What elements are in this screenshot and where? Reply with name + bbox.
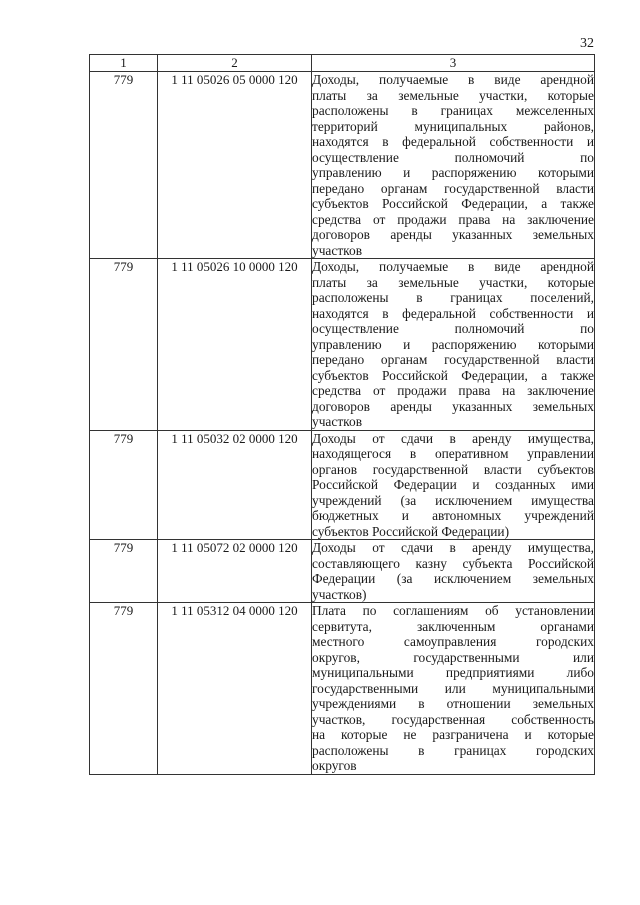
- description-line: Доходы от сдачи в аренду имущества,: [312, 540, 594, 555]
- description-line: субъектов Российской Федерации, а также: [312, 367, 594, 383]
- description-line: находящегося в оперативном управлении: [312, 446, 594, 461]
- description-line: на которые не разграничена и которые: [312, 727, 594, 742]
- description-line: платы за земельные участки, которые: [312, 274, 594, 290]
- description-line: Доходы от сдачи в аренду имущества,: [312, 430, 594, 446]
- table-header-row: [90, 55, 595, 72]
- description-line: расположены в границах межселенных: [312, 103, 594, 118]
- income-description-cell: [312, 72, 595, 259]
- header-col-2: 2: [158, 55, 312, 72]
- description-line: расположены в границах городских: [312, 742, 594, 758]
- description-line: осуществление полномочий по: [312, 321, 594, 336]
- description-line: Доходы, получаемые в виде арендной: [312, 259, 594, 274]
- description-line: находятся в федеральной собственности и: [312, 305, 594, 321]
- description-line: платы за земельные участки, которые: [312, 87, 594, 103]
- description-line: органов государственной власти субъектов: [312, 461, 594, 477]
- admin-code-cell: 779: [90, 430, 158, 540]
- description-line: участков: [312, 414, 363, 429]
- description-line: местного самоуправления городских: [312, 634, 594, 649]
- header-col-1: 1: [90, 55, 158, 72]
- table-row: [90, 430, 595, 540]
- description-line: учреждений (за исключением имущества: [312, 492, 594, 508]
- description-line: передано органам государственной власти: [312, 352, 594, 367]
- description-line: составляющего казну субъекта Российской: [312, 555, 594, 571]
- description-line: округов, государственными или: [312, 649, 594, 665]
- description-line: учреждениями в отношении земельных: [312, 696, 594, 711]
- table-row: [90, 540, 595, 603]
- description-line: договоров аренды указанных земельных: [312, 398, 594, 414]
- budget-classification-code-cell: 1 11 05032 02 0000 120: [158, 430, 312, 540]
- page-number: 32: [580, 36, 594, 51]
- description-line: договоров аренды указанных земельных: [312, 227, 594, 242]
- description-line: участков: [312, 242, 363, 258]
- description-line: участков): [312, 586, 367, 602]
- description-line: осуществление полномочий по: [312, 149, 594, 165]
- admin-code-cell: 779: [90, 540, 158, 603]
- admin-code-cell: 779: [90, 603, 158, 775]
- header-col-3: 3: [312, 55, 595, 72]
- description-line: управлению и распоряжению которыми: [312, 165, 594, 180]
- description-line: Федерации (за исключением земельных: [312, 571, 594, 586]
- description-line: Плата по соглашениям об установлении: [312, 603, 594, 618]
- income-description-cell: [312, 540, 595, 603]
- admin-code-cell: 779: [90, 72, 158, 259]
- budget-classification-code-cell: 1 11 05072 02 0000 120: [158, 540, 312, 603]
- description-line: государственными или муниципальными: [312, 680, 594, 696]
- description-line: расположены в границах поселений,: [312, 290, 594, 305]
- description-line: округов: [312, 758, 357, 773]
- income-description-cell: [312, 430, 595, 540]
- description-line: территорий муниципальных районов,: [312, 118, 594, 134]
- table-row: [90, 259, 595, 431]
- description-line: управлению и распоряжению которыми: [312, 336, 594, 352]
- budget-classification-code-cell: 1 11 05026 05 0000 120: [158, 72, 312, 259]
- description-line: субъектов Российской Федерации, а также: [312, 196, 594, 211]
- description-line: Российской Федерации и созданных ими: [312, 477, 594, 492]
- table-row: [90, 72, 595, 259]
- description-line: сервитута, заключенным органами: [312, 618, 594, 634]
- income-description-cell: [312, 259, 595, 431]
- table-body: [90, 72, 595, 775]
- description-line: Доходы, получаемые в виде арендной: [312, 72, 594, 87]
- admin-code-cell: 779: [90, 259, 158, 431]
- description-line: субъектов Российской Федерации): [312, 523, 510, 539]
- table-row: [90, 603, 595, 775]
- description-line: находятся в федеральной собственности и: [312, 134, 594, 149]
- description-line: средства от продажи права на заключение: [312, 383, 594, 398]
- income-description-cell: [312, 603, 595, 775]
- income-codes-table: [89, 54, 595, 775]
- description-line: средства от продажи права на заключение: [312, 211, 594, 227]
- description-line: участков, государственная собственность: [312, 711, 594, 727]
- budget-classification-code-cell: 1 11 05026 10 0000 120: [158, 259, 312, 431]
- description-line: бюджетных и автономных учреждений: [312, 508, 594, 523]
- description-line: передано органам государственной власти: [312, 180, 594, 196]
- description-line: муниципальными предприятиями либо: [312, 665, 594, 680]
- budget-classification-code-cell: 1 11 05312 04 0000 120: [158, 603, 312, 775]
